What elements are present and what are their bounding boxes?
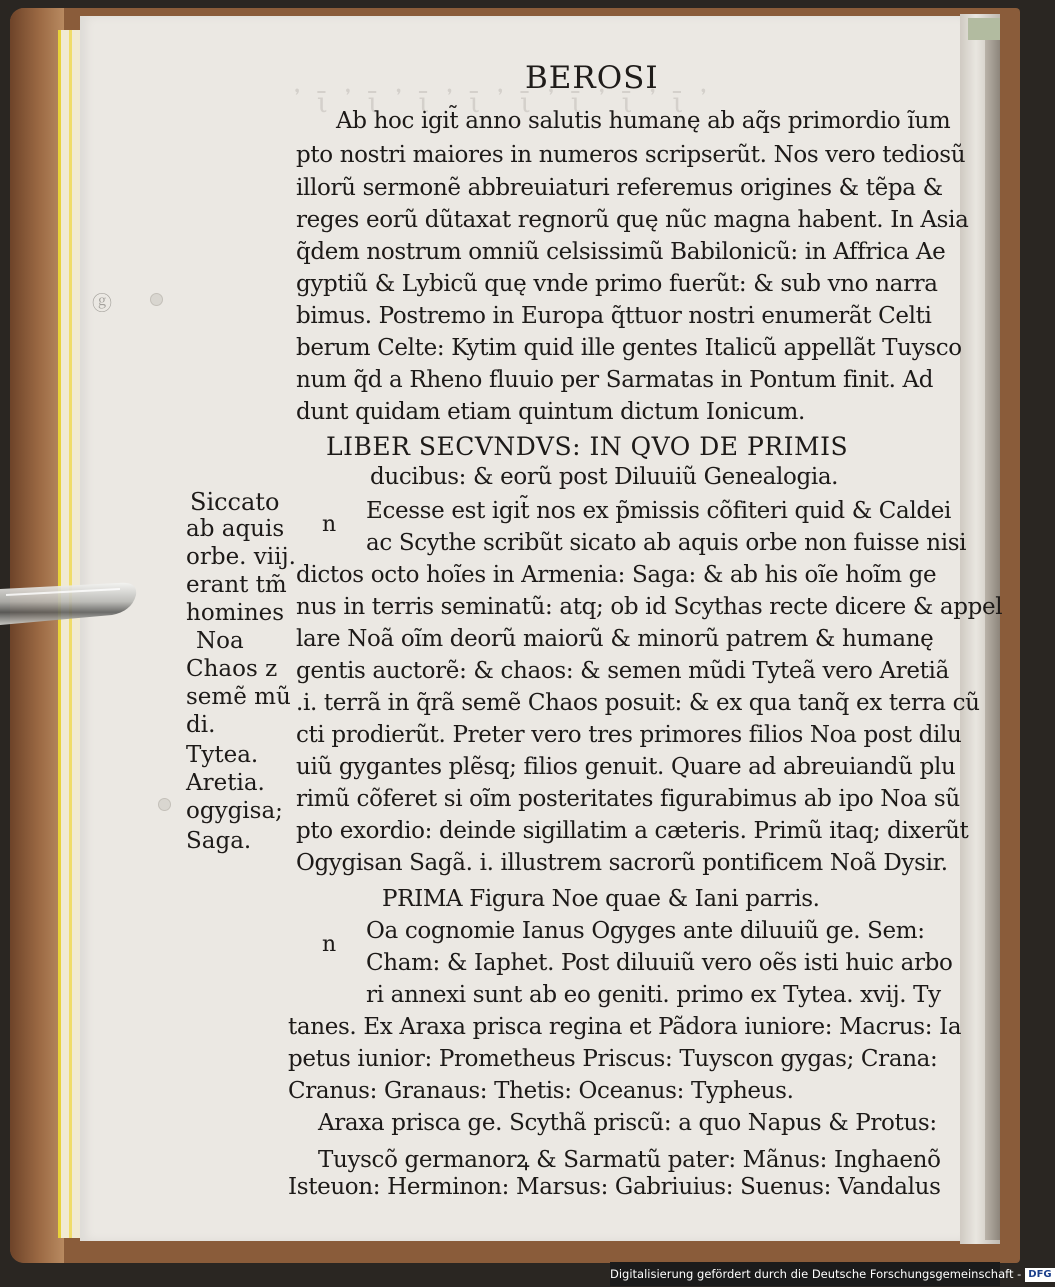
margin-gloss: ogygisa; [186, 798, 283, 824]
text-line: cti prodierũt. Preter vero tres primores filios Noa post dilu [296, 722, 962, 748]
margin-gloss: Aretia. [186, 770, 265, 796]
text-line: Cham: & Iaphet. Post diluuiũ vero oẽs isti huic arbo [366, 950, 953, 976]
text-line: berum Celte: Kytim quid ille gentes Italicũ appellãt Tuysco [296, 335, 962, 361]
text-line: petus iunior: Prometheus Priscus: Tuyscon gygas; Crana: [288, 1046, 938, 1072]
text-line: ri annexi sunt ab eo geniti. primo ex Tytea. xvij. Ty [366, 982, 941, 1008]
text-line: gyptiũ & Lybicũ quę vnde primo fuerũt: & sub vno narra [296, 271, 938, 297]
margin-gloss: erant tm̃ [186, 572, 287, 598]
paper-hole [150, 293, 163, 306]
text-line: tanes. Ex Araxa prisca regina et Pãdora iuniore: Macrus: Ia [288, 1014, 962, 1040]
text-line: num q̃d a Rheno fluuio per Sarmatas in Pontum finit. Ad [296, 367, 934, 393]
text-line: ac Scythe scribũt sicato ab aquis orbe non fuisse nisi [366, 530, 967, 556]
text-line: Tuyscõ germanorꝝ & Sarmatũ pater: Mãnus: Inghaenõ [318, 1147, 941, 1173]
book-spine-edge [10, 8, 64, 1263]
drop-initial-guide: n [322, 512, 337, 537]
text-line: pto nostri maiores in numeros scripserũt. Nos vero tediosũ [296, 142, 966, 168]
text-line: .i. terrã in q̃rã semẽ Chaos posuit: & ex qua tanq̃ ex terra cũ [296, 690, 980, 716]
text-line: dictos octo hoĩes in Armenia: Saga: & ab his oĩe hoĩm ge [296, 562, 937, 588]
margin-gloss: di. [186, 712, 216, 738]
text-line: Cranus: Granaus: Thetis: Oceanus: Typheus. [288, 1078, 794, 1104]
text-line: Oa cognomie Ianus Ogyges ante diluuiũ ge. Sem: [366, 918, 925, 944]
text-line: Ab hoc igit̃ anno salutis humanę ab aq̃s primordio ĩum [336, 108, 951, 134]
margin-gloss: homines [186, 600, 285, 626]
text-line: gentis auctorẽ: & chaos: & semen mũdi Tyteã vero Aretiã [296, 658, 949, 684]
text-line: bimus. Postremo in Europa q̃ttuor nostri enumerãt Celti [296, 303, 932, 329]
paper-hole [158, 798, 171, 811]
text-line: Ogygisan Sagã. i. illustrem sacrorũ pontificem Noã Dysir. [296, 850, 948, 876]
bookmark-ribbon [968, 18, 1000, 40]
book-heading-subline: ducibus: & eorũ post Diluuiũ Genealogia. [370, 464, 839, 490]
text-line: reges eorũ dũtaxat regnorũ quę nũc magna habent. In Asia [296, 207, 969, 233]
margin-gloss: Chaos z [186, 656, 278, 682]
margin-gloss: ab aquis [186, 516, 285, 542]
figure-heading: PRIMA Figura Noe quae & Iani parris. [382, 886, 820, 912]
page-holder-clip [0, 581, 140, 625]
margin-gloss: Tytea. [186, 742, 259, 768]
book-heading: LIBER SECVNDVS: IN QVO DE PRIMIS [326, 432, 849, 461]
margin-gloss: orbe. viij. [186, 544, 296, 570]
pencil-mark: ⓖ [92, 291, 112, 315]
text-line: rimũ cõferet si oĩm posteritates figurabimus ab ipo Noa sũ [296, 786, 960, 812]
running-head: BEROSI [525, 60, 659, 96]
text-line: uiũ gygantes plẽsq; filios genuit. Quare ad abreuiandũ plu [296, 754, 956, 780]
dfg-logo: DFG [1025, 1268, 1054, 1282]
text-line: pto exordio: deinde sigillatim a cæteris. Primũ itaq; dixerũt [296, 818, 969, 844]
text-line: lare Noã oĩm deorũ maiorũ & minorũ patrem & humanę [296, 626, 934, 652]
gutter-shadow [985, 40, 1000, 1240]
margin-gloss: semẽ mũ [186, 684, 291, 710]
text-line: dunt quidam etiam quintum dictum Ionicum. [296, 399, 805, 425]
margin-gloss: Noa [196, 628, 244, 654]
text-line: illorũ sermonẽ abbreuiaturi referemus origines & tẽpa & [296, 175, 943, 201]
digitization-footer [610, 1262, 1052, 1286]
show-through-text: ᾽ ῑ ᾽ ῑ ᾽ ῑ ᾽ ῑ ᾽ ῑ ᾽ ῑ ᾽ ῑ ᾽ ῑ ᾽ [290, 86, 713, 119]
drop-initial-guide: n [322, 932, 337, 957]
margin-gloss: Saga. [186, 828, 252, 854]
text-line: Araxa prisca ge. Scythã priscũ: a quo Napus & Protus: [318, 1110, 937, 1136]
text-line: Isteuon: Herminon: Marsus: Gabriuius: Suenus: Vandalus [288, 1174, 941, 1200]
text-line: q̃dem nostrum omniũ celsissimũ Babilonicũ: in Affrica Ae [296, 239, 946, 265]
footer-text: Digitalisierung gefördert durch die Deutsche Forschungsgemeinschaft - [610, 1267, 1022, 1281]
text-line: Ecesse est igit̃ nos ex p̃missis cõfiteri quid & Caldei [366, 498, 952, 524]
margin-gloss: Siccato [190, 488, 280, 516]
text-line: nus in terris seminatũ: atq; ob id Scythas recte dicere & appel [296, 594, 1003, 620]
